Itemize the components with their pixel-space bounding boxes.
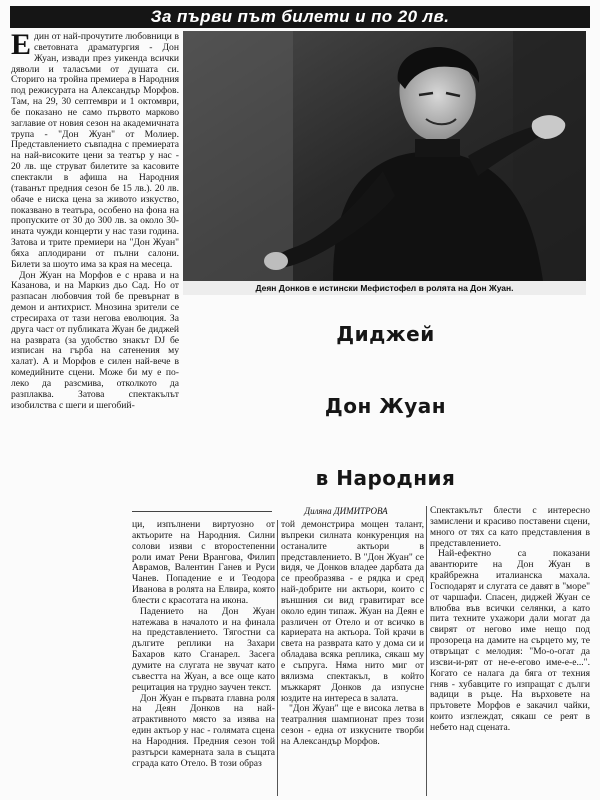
- column-b-paragraph-2: "Дон Жуан" ще е висока летва в театралния шампионат през този сезон - една от изкусните творби на Александър Морфов.: [281, 703, 424, 747]
- actor-photo: [183, 31, 586, 281]
- column-a-paragraph-2: Падението на Дон Жуан натежава в началото и на финала на представлението. Тягостни са дългите реплики на Захари Бахаров като Сганарел. Засега думите на слугата не звучат като съвестта на Жуан, а все още като рецитация на трудно заучен текст.: [132, 605, 275, 693]
- column-divider-1: [277, 520, 278, 796]
- byline-rule-left: [132, 511, 272, 512]
- column-c-paragraph-1: Спектакълът блести с интересно замислени и красиво поставени сцени, много от тях са като представления в представлението.: [430, 506, 590, 549]
- column-b-paragraph-1: той демонстрира мощен талант, въпреки силната конкуренция на останалите актьори в представлението. В "Дон Жуан" се видя, че Донков владее дарбата да се преобразява - е рядка и сред най-добрите ни актьори, които с външния си вид гравитират все около един типаж. Жуан на Деян е различен от Отело и от всичко в кариерата на актьора. Той крачи в света на разврата като у дома си и обладава всяка реплика, сякаш му е съпруга. Няма нито миг от вялизма спектакъл, в който мъжкарят Донков да изпусне юздите на интереса в залата.: [281, 520, 424, 704]
- intro-paragraph-2: Дон Жуан на Морфов е с нрава и на Казанова, и на Маркиз дьо Сад. Но от разпасан любовчия той бе превърнат в демон и антихрист. Мнозина зрители се стресираха от тази негова еволюция. За друга част от публиката Жуан бе диджей на разврата (за удобство знакът DJ бе изписан на гърба на сатенения му халат). А и Морфов е силен най-вече в комедийните сцени. Може би му е по-леко да разсмива, отколкото да разплаква. Затова спектакълът изобилства с шеги и шегобий-: [11, 269, 179, 411]
- drop-cap: Е: [11, 32, 32, 61]
- body-column-b: [281, 520, 424, 796]
- intro-column: [11, 32, 179, 518]
- column-a-paragraph-3: Дон Жуан е първата главна роля на Деян Донков на най-атрактивното място за изява на един актьор у нас - голямата сцена на Народния. Предния сезон той разтърси камерната зала в същата сграда като Отело. В този образ: [132, 692, 275, 769]
- intro-paragraph-1: дин от най-прочутите любовници в световната драматургия - Дон Жуан, извади през уикенда всички дяволи и таласъми от душата си. Сториго на тройна премиера в Народния под режисурата на Александър Морфов. Там, на 29, 30 септември и 1 октомври, бе показано не само първото марково заглавие от новия сезон на академичната трупа - "Дон Жуан" от Молиер. Представлението съвпадна с премиерата на най-високите цени за театър у нас - 20 лв. ще струват билетите за касовите спектакли в афиша на Народния (таванът предния сезон бе 15 лв.). 20 лв. обаче е ниска цена за живото изкуство, показвано в театъра, особено на фона на пропуските от 30 до 300 лв. за около 30-ината чужди концерти у нас тази година. Затова и трите премиери на "Дон Жуан" бяха аплодирани от пълни салони. Билети за шоуто има за края на месеца.: [11, 32, 179, 270]
- column-a-paragraph-1: ци, изпълнени виртуозно от актьорите на Народния. Силни солови изяви с второстепенни роли имат Рени Врангова, Филип Аврамов, Валентин Ганев и Руси Чанев. Попадение е и Теодора Иванова в ролята на Елвира, която блести с красотата на икона.: [132, 520, 275, 606]
- body-column-c: [430, 506, 590, 796]
- byline: Диляна ДИМИТРОВА: [304, 506, 388, 516]
- headline-line-3: в Народния: [315, 466, 456, 490]
- column-divider-2: [426, 506, 427, 796]
- column-c-paragraph-2: Най-ефектно са показани авантюрите на Дон Жуан в крайбрежна италианска махала. Господарят и слугата се давят в "море" от чаршафи. Спасен, диджей Жуан се влюбва във всички селянки, а като пита техните ухажори дали могат да свирят от негово име нещо под прозореца на дамите на сърцето му, те отвръщат с мелодия: "Мо-о-огат да изсви-и-рят от не-е-егово име-е-е...". Когато се налага да бяга от техния гняв - хубавците го изпращат с дълги вадици в ръце. На върховете на прътовете Морфов е закачил чайки, които изглеждат, сякаш се реят в небето над сцената.: [430, 548, 590, 733]
- headline: [183, 298, 588, 504]
- photo-caption: Деян Донков е истински Мефистофел в ролята на Дон Жуан.: [183, 281, 586, 295]
- body-column-a: [132, 520, 275, 796]
- kicker-banner: За първи път билети и по 20 лв.: [10, 6, 590, 28]
- actor-photo-illustration: [183, 31, 586, 281]
- headline-line-1: Диджей: [336, 322, 435, 346]
- headline-line-2: Дон Жуан: [324, 394, 447, 418]
